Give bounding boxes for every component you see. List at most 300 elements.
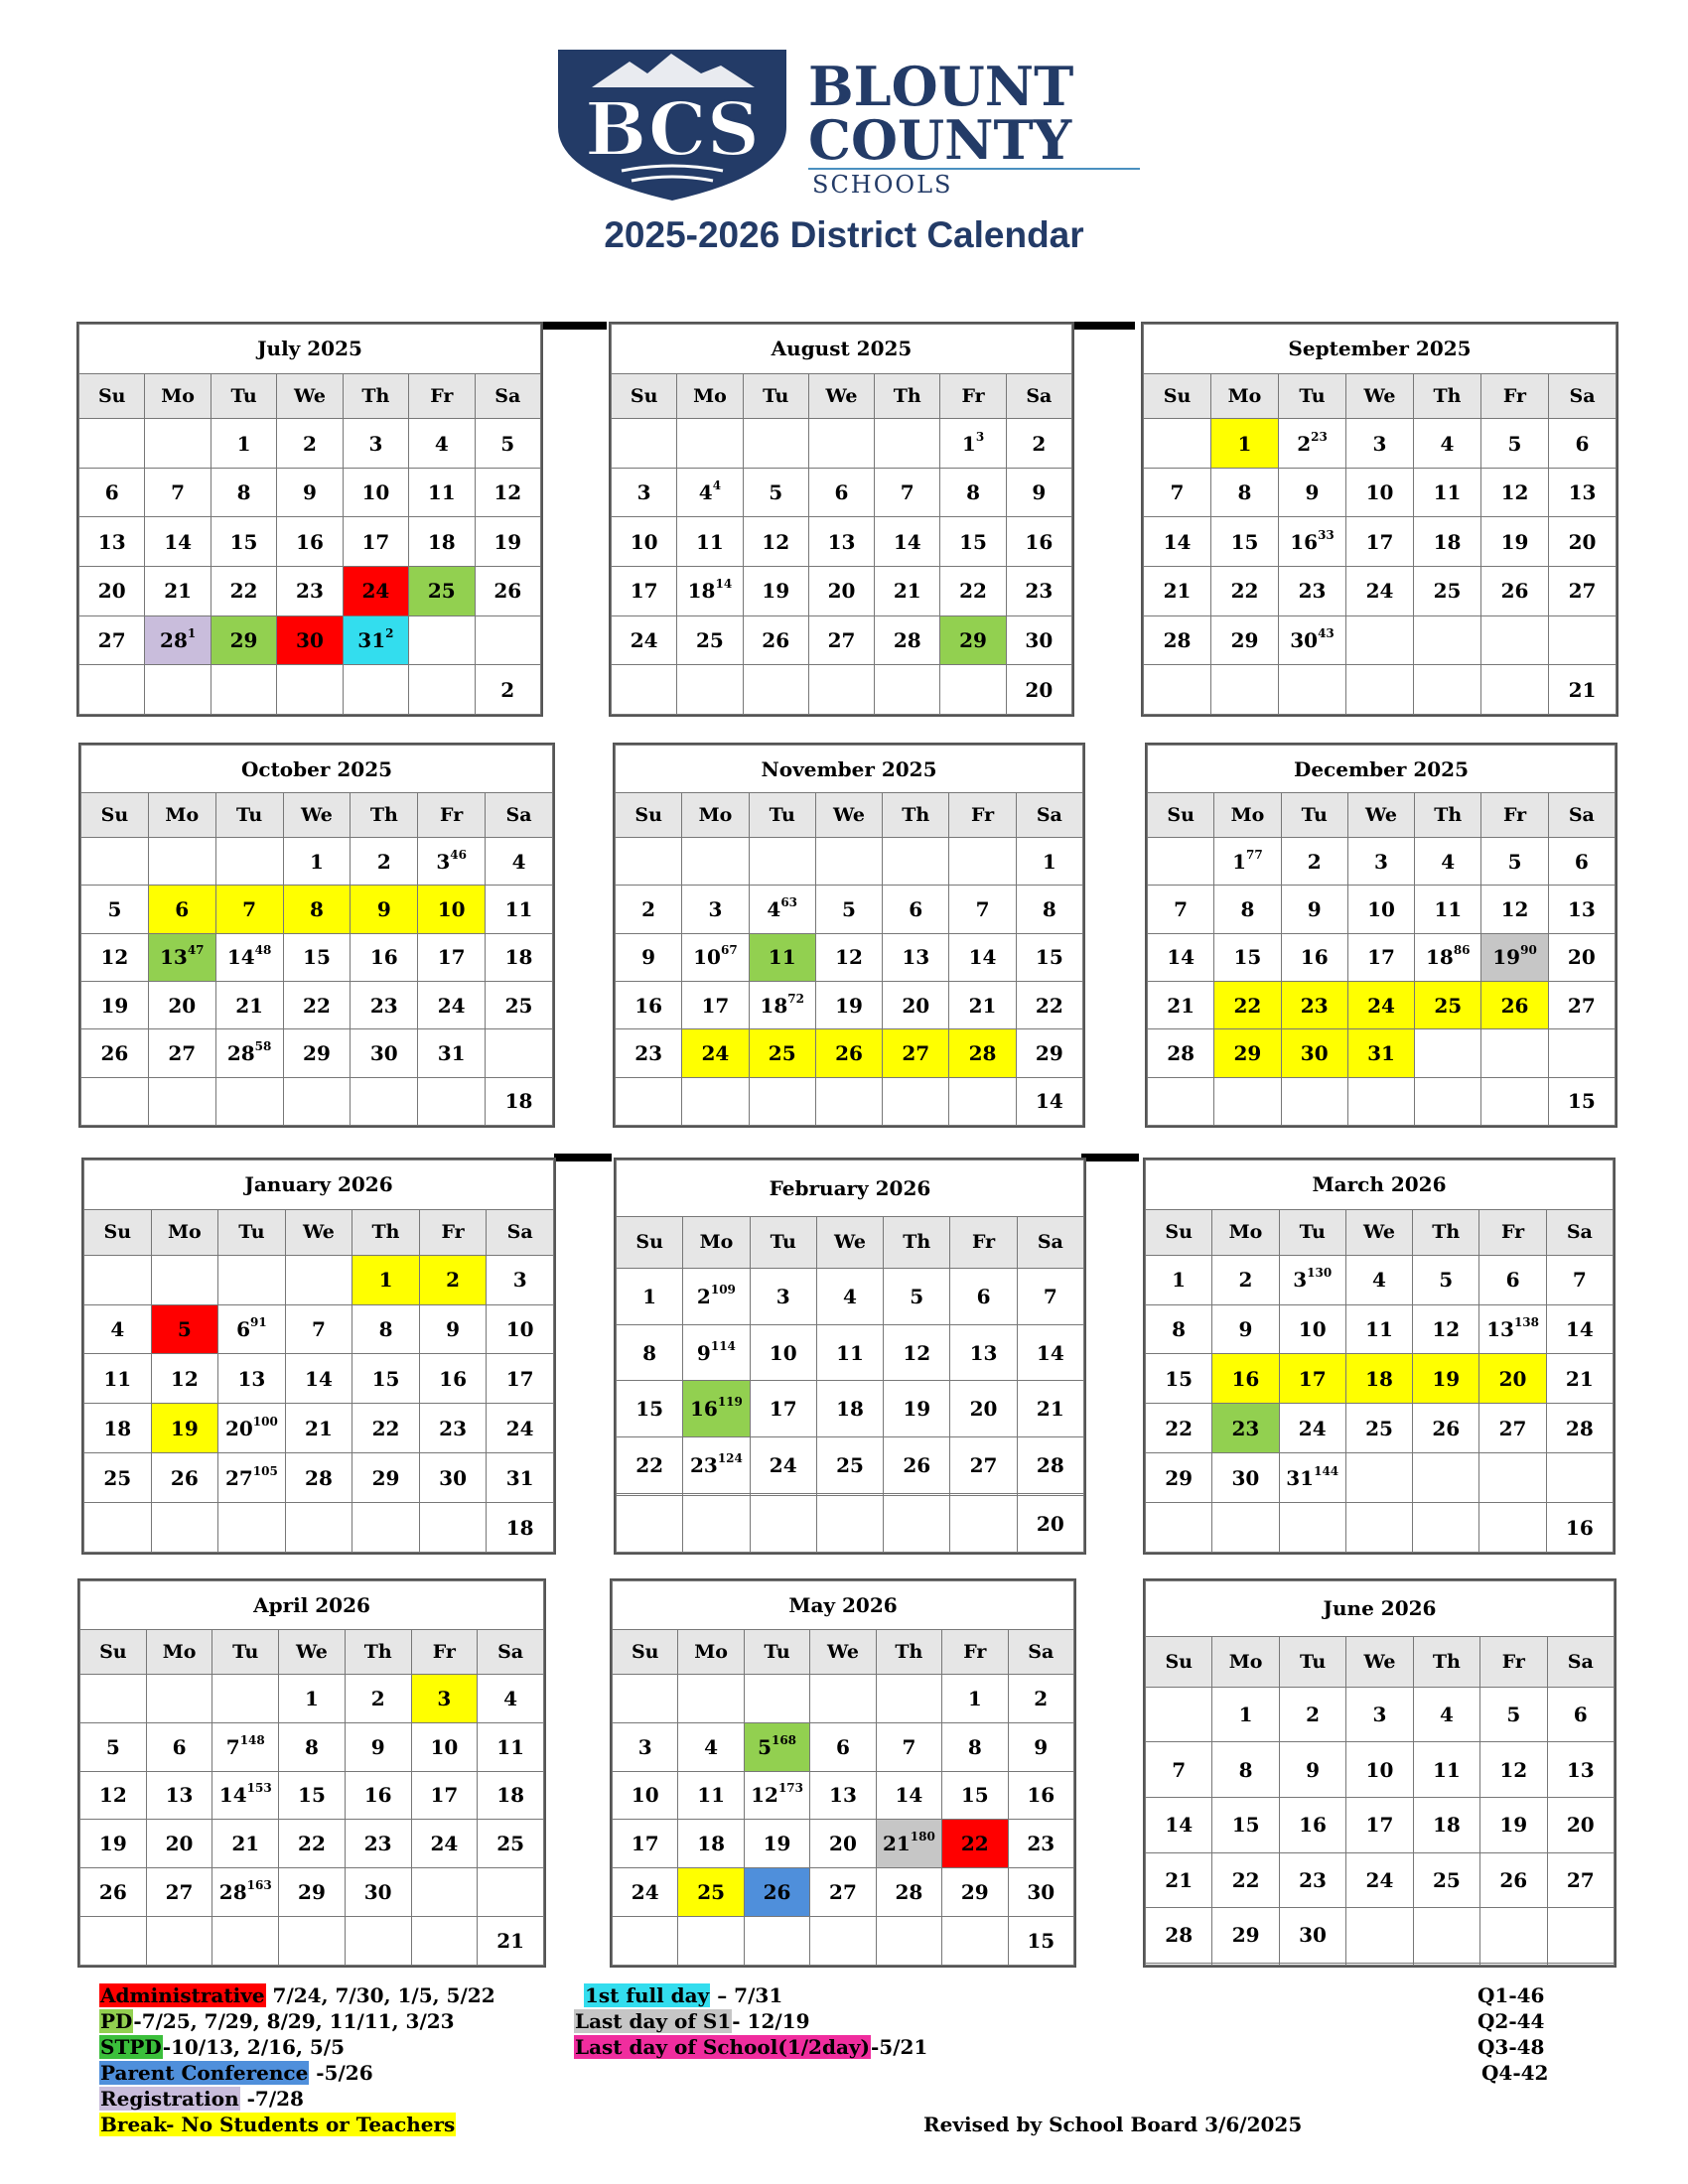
day-cell	[940, 567, 1006, 616]
empty-cell	[942, 1917, 1008, 1966]
day-number: 21	[164, 579, 193, 604]
school-day-count: 138	[1513, 1315, 1539, 1330]
day-cell	[345, 1722, 411, 1771]
empty-cell	[677, 419, 743, 469]
day-cell	[1279, 419, 1346, 469]
day-number: 17	[631, 1832, 659, 1856]
weekday-header: Th	[1414, 373, 1481, 419]
day-cell	[211, 419, 276, 469]
day-cell	[81, 933, 149, 981]
empty-cell	[351, 1077, 418, 1125]
day-cell	[1144, 517, 1211, 567]
weekday-header: Mo	[677, 373, 743, 419]
day-number: 25	[1434, 993, 1463, 1018]
day-cell	[1146, 1453, 1212, 1503]
school-day-count: 114	[710, 1338, 736, 1353]
day-number: 1	[305, 1686, 319, 1710]
day-cell	[749, 981, 815, 1028]
day-cell	[883, 981, 949, 1028]
day-number: 26	[835, 1040, 863, 1065]
empty-cell	[750, 1496, 816, 1553]
day-number: 7	[902, 1734, 916, 1759]
day-number: 6	[836, 1734, 850, 1759]
day-cell	[1146, 1852, 1212, 1908]
day-cell	[1415, 981, 1481, 1028]
day-cell	[750, 1437, 816, 1494]
day-cell	[1016, 981, 1082, 1028]
empty-cell	[1347, 1077, 1414, 1125]
day-number: 8	[1042, 896, 1056, 921]
day-cell	[211, 615, 276, 665]
day-number: 19	[100, 993, 129, 1018]
day-number: 2	[446, 1268, 461, 1293]
empty-cell	[616, 837, 682, 885]
day-number: 11	[1433, 480, 1462, 505]
day-number: 28	[218, 1880, 247, 1905]
day-number: 27	[1498, 1416, 1527, 1440]
day-number: 18	[836, 1397, 864, 1422]
weekday-header: Fr	[1481, 793, 1548, 837]
weekday-header: Fr	[1481, 373, 1549, 419]
day-number: 27	[97, 627, 126, 652]
month-calendar	[1141, 322, 1618, 717]
day-number: 26	[1432, 1416, 1461, 1440]
day-cell	[942, 1722, 1008, 1771]
weekday-header: Mo	[145, 373, 211, 419]
month-day-total: 16	[1546, 1503, 1613, 1553]
day-number: 6	[172, 1734, 187, 1759]
day-cell	[1279, 1797, 1345, 1852]
day-number: 15	[1233, 945, 1262, 970]
day-cell	[345, 1820, 411, 1868]
empty-cell	[285, 1255, 352, 1304]
weekday-header: Th	[883, 793, 949, 837]
day-cell	[1548, 933, 1615, 981]
day-number: 31	[1286, 1465, 1315, 1490]
empty-cell	[940, 665, 1006, 715]
day-number: 17	[505, 1366, 534, 1391]
day-cell	[1481, 933, 1548, 981]
day-number: 9	[370, 1734, 385, 1759]
day-number: 13	[165, 1783, 194, 1808]
day-number: 28	[305, 1465, 333, 1490]
day-cell	[808, 615, 874, 665]
empty-cell	[80, 1917, 147, 1966]
empty-cell	[279, 1917, 346, 1966]
day-number: 28	[226, 1040, 255, 1065]
day-cell	[351, 837, 418, 885]
day-number: 18	[760, 993, 788, 1018]
month-calendar	[1145, 743, 1618, 1128]
empty-cell	[883, 1077, 949, 1125]
day-number: 3	[1293, 1268, 1308, 1293]
day-number: 12	[1432, 1317, 1461, 1342]
empty-cell	[1146, 1963, 1212, 1965]
day-number: 3	[708, 896, 723, 921]
day-cell	[1549, 468, 1617, 517]
day-number: 14	[968, 945, 997, 970]
day-number: 27	[224, 1465, 253, 1490]
day-cell	[682, 933, 749, 981]
day-cell	[875, 468, 940, 517]
empty-cell	[1479, 1453, 1546, 1503]
weekday-header: Su	[1148, 793, 1214, 837]
day-cell	[478, 1820, 544, 1868]
empty-cell	[1415, 1029, 1481, 1077]
day-cell	[148, 981, 215, 1028]
month-calendar	[77, 1578, 546, 1968]
day-number: 17	[361, 529, 390, 554]
day-cell	[942, 1771, 1008, 1820]
day-cell	[617, 1437, 683, 1494]
day-number: 25	[696, 627, 724, 652]
empty-cell	[343, 665, 408, 715]
empty-cell	[743, 665, 808, 715]
day-number: 13	[1566, 1757, 1595, 1782]
weekday-header: Sa	[478, 1629, 544, 1674]
empty-cell	[79, 665, 145, 715]
day-number: 30	[1231, 1465, 1260, 1490]
empty-cell	[744, 1917, 809, 1966]
empty-cell	[145, 665, 211, 715]
day-cell	[1146, 1742, 1212, 1798]
day-cell	[411, 1722, 478, 1771]
day-cell	[1346, 1687, 1413, 1742]
day-number: 31	[437, 1040, 466, 1065]
school-day-count: 1	[187, 625, 197, 640]
day-cell	[949, 886, 1016, 933]
day-cell	[949, 981, 1016, 1028]
day-number: 21	[305, 1416, 333, 1440]
weekday-header: Tu	[1281, 793, 1347, 837]
day-cell	[1345, 1304, 1412, 1354]
day-cell	[617, 1381, 683, 1437]
day-number: 22	[1231, 1867, 1260, 1892]
day-number: 5	[500, 431, 515, 456]
day-number: 4	[503, 1686, 518, 1710]
day-cell	[942, 1674, 1008, 1722]
day-cell	[1016, 1029, 1082, 1077]
day-cell	[345, 1674, 411, 1722]
logo-line3: SCHOOLS	[812, 171, 953, 199]
empty-cell	[283, 1077, 351, 1125]
day-cell	[411, 1771, 478, 1820]
empty-cell	[81, 1077, 149, 1125]
day-cell	[343, 567, 408, 616]
day-number: 21	[235, 993, 264, 1018]
weekday-header: Su	[1144, 373, 1211, 419]
day-cell	[875, 567, 940, 616]
day-cell	[1546, 1404, 1613, 1453]
day-cell	[1279, 468, 1346, 517]
weekday-header: Mo	[146, 1629, 212, 1674]
day-number: 29	[1233, 1040, 1262, 1065]
day-number: 23	[1025, 579, 1054, 604]
day-number: 12	[493, 480, 522, 505]
day-cell	[1279, 517, 1346, 567]
day-cell	[1211, 419, 1279, 469]
empty-cell	[616, 1077, 682, 1125]
day-number: 12	[751, 1783, 778, 1808]
day-number: 27	[168, 1040, 197, 1065]
day-number: 3	[636, 480, 651, 505]
day-number: 14	[895, 1783, 923, 1808]
day-cell	[1347, 1029, 1414, 1077]
school-day-count: 130	[1307, 1266, 1333, 1281]
day-number: 28	[1036, 1453, 1064, 1478]
empty-cell	[218, 1503, 286, 1553]
empty-cell	[1413, 1453, 1479, 1503]
day-cell	[744, 1771, 809, 1820]
day-cell	[815, 933, 882, 981]
day-cell	[940, 615, 1006, 665]
day-number: 5	[1507, 431, 1522, 456]
day-cell	[1214, 933, 1281, 981]
day-cell	[682, 1029, 749, 1077]
day-number: 9	[696, 1340, 711, 1365]
day-number: 10	[361, 480, 390, 505]
weekday-header: We	[1345, 1209, 1412, 1255]
page-title: 2025-2026 District Calendar	[604, 214, 1084, 255]
day-number: 4	[843, 1284, 857, 1308]
month-title: June 2026	[1146, 1581, 1615, 1637]
month-day-total: 18	[487, 1503, 554, 1553]
day-cell	[1279, 615, 1346, 665]
day-cell	[215, 933, 283, 981]
day-number: 20	[827, 579, 856, 604]
day-cell	[345, 1868, 411, 1917]
weekday-header: Tu	[215, 793, 283, 837]
day-number: 10	[1298, 1317, 1327, 1342]
day-cell	[677, 615, 743, 665]
day-cell	[215, 886, 283, 933]
school-day-count: 144	[1314, 1463, 1339, 1478]
day-cell	[409, 517, 475, 567]
day-cell	[1279, 1404, 1345, 1453]
day-cell	[815, 886, 882, 933]
day-cell	[612, 615, 677, 665]
day-number: 6	[976, 1284, 991, 1308]
day-cell	[486, 886, 553, 933]
month-calendar	[614, 1158, 1086, 1555]
day-number: 17	[430, 1783, 459, 1808]
month-calendar	[609, 322, 1074, 717]
day-cell	[1279, 1908, 1345, 1964]
day-cell	[950, 1381, 1017, 1437]
empty-cell	[1479, 1503, 1546, 1553]
weekday-header: Fr	[940, 373, 1006, 419]
day-cell	[84, 1404, 152, 1453]
blount-county-schools-logo	[552, 44, 1148, 206]
day-cell	[1008, 1674, 1073, 1722]
day-cell	[810, 1820, 876, 1868]
day-cell	[950, 1324, 1017, 1381]
day-cell	[79, 615, 145, 665]
day-cell	[884, 1324, 950, 1381]
day-cell	[875, 615, 940, 665]
empty-cell	[1415, 1077, 1481, 1125]
day-cell	[343, 615, 408, 665]
empty-cell	[749, 837, 815, 885]
day-number: 29	[1230, 627, 1259, 652]
weekday-header: Tu	[212, 1629, 279, 1674]
day-cell	[940, 517, 1006, 567]
day-cell	[218, 1453, 286, 1503]
empty-cell	[1279, 1503, 1345, 1553]
empty-cell	[409, 665, 475, 715]
day-number: 18	[504, 945, 533, 970]
day-number: 9	[446, 1317, 461, 1342]
day-cell	[1006, 468, 1071, 517]
day-number: 26	[762, 627, 790, 652]
school-day-count: 91	[250, 1315, 267, 1330]
weekday-header: Su	[612, 373, 677, 419]
day-number: 7	[1172, 1757, 1187, 1782]
day-number: 20	[165, 1832, 194, 1856]
school-day-count: 148	[239, 1732, 265, 1747]
day-number: 30	[1027, 1880, 1055, 1905]
day-cell	[277, 567, 343, 616]
empty-cell	[1345, 1503, 1412, 1553]
empty-cell	[613, 1674, 678, 1722]
empty-cell	[808, 665, 874, 715]
day-cell	[1345, 1255, 1412, 1304]
day-number: 5	[758, 1734, 772, 1759]
day-number: 3	[1372, 1703, 1387, 1727]
day-number: 28	[893, 627, 921, 652]
day-cell	[744, 1820, 809, 1868]
day-cell	[1281, 933, 1347, 981]
day-number: 14	[1036, 1340, 1064, 1365]
day-cell	[1481, 981, 1548, 1028]
school-day-count: 180	[910, 1830, 935, 1844]
day-number: 23	[689, 1453, 718, 1478]
day-cell	[1549, 567, 1617, 616]
day-number: 14	[1163, 529, 1192, 554]
day-number: 21	[231, 1832, 260, 1856]
day-cell	[148, 1029, 215, 1077]
day-cell	[1481, 567, 1549, 616]
day-number: 12	[762, 529, 790, 554]
day-cell	[612, 468, 677, 517]
day-cell	[1481, 419, 1549, 469]
weekday-header: We	[277, 373, 343, 419]
day-cell	[816, 1437, 883, 1494]
day-number: 4	[511, 849, 526, 874]
day-number: 17	[1365, 529, 1394, 554]
weekday-header: Sa	[1006, 373, 1071, 419]
empty-cell	[1345, 1453, 1412, 1503]
day-cell	[1281, 981, 1347, 1028]
day-cell	[1480, 1742, 1547, 1798]
empty-cell	[1414, 615, 1481, 665]
day-number: 5	[842, 896, 856, 921]
empty-cell	[1413, 1963, 1479, 1965]
day-number: 11	[1365, 1317, 1393, 1342]
empty-cell	[1480, 1963, 1547, 1965]
day-number: 7	[171, 480, 186, 505]
day-number: 3	[437, 1686, 452, 1710]
day-number: 6	[834, 480, 849, 505]
day-number: 4	[698, 480, 713, 505]
day-cell	[1347, 886, 1414, 933]
empty-cell	[743, 419, 808, 469]
day-number: 25	[504, 993, 533, 1018]
empty-cell	[411, 1917, 478, 1966]
day-number: 27	[829, 1880, 857, 1905]
day-number: 8	[967, 1734, 982, 1759]
day-number: 7	[1170, 480, 1185, 505]
day-cell	[1146, 1304, 1212, 1354]
empty-cell	[744, 1674, 809, 1722]
day-cell	[211, 567, 276, 616]
day-number: 7	[1043, 1284, 1057, 1308]
empty-cell	[1481, 665, 1549, 715]
weekday-header: Mo	[1212, 1636, 1279, 1687]
weekday-header: Tu	[744, 1629, 809, 1674]
day-cell	[678, 1722, 744, 1771]
day-number: 1	[1238, 1703, 1253, 1727]
month-title: December 2025	[1148, 746, 1616, 793]
day-number: 24	[505, 1416, 534, 1440]
empty-cell	[876, 1917, 941, 1966]
day-cell	[1008, 1771, 1073, 1820]
day-cell	[678, 1820, 744, 1868]
weekday-header: Fr	[1479, 1209, 1546, 1255]
empty-cell	[79, 419, 145, 469]
day-number: 28	[160, 627, 188, 652]
empty-cell	[146, 1674, 212, 1722]
day-number: 23	[369, 993, 398, 1018]
day-cell	[215, 1029, 283, 1077]
legend-key: 1st full day	[585, 1983, 710, 2007]
day-number: 11	[1434, 896, 1463, 921]
day-number: 17	[437, 945, 466, 970]
weekday-header: Fr	[411, 1629, 478, 1674]
day-cell	[419, 1404, 487, 1453]
day-cell	[211, 468, 276, 517]
day-number: 27	[165, 1880, 194, 1905]
day-number: 28	[1163, 627, 1192, 652]
day-number: 24	[1367, 993, 1395, 1018]
day-cell	[283, 837, 351, 885]
day-cell	[743, 615, 808, 665]
day-number: 25	[697, 1880, 726, 1905]
day-cell	[1212, 1852, 1279, 1908]
day-number: 15	[1230, 529, 1259, 554]
empty-cell	[810, 1917, 876, 1966]
day-number: 19	[1492, 945, 1521, 970]
day-cell	[1346, 567, 1414, 616]
school-day-count: 4	[712, 478, 722, 493]
day-number: 15	[303, 945, 331, 970]
empty-cell	[1144, 419, 1211, 469]
day-number: 6	[1574, 849, 1589, 874]
day-cell	[744, 1868, 809, 1917]
day-cell	[1211, 615, 1279, 665]
day-number: 27	[827, 627, 856, 652]
day-number: 11	[696, 529, 724, 554]
day-cell	[1281, 886, 1347, 933]
day-number: 21	[1565, 1366, 1594, 1391]
day-cell	[1214, 1029, 1281, 1077]
weekday-header: Tu	[749, 793, 815, 837]
day-cell	[1548, 981, 1615, 1028]
empty-cell	[949, 837, 1016, 885]
month-day-total: 2	[475, 665, 540, 715]
school-day-count: 90	[1520, 943, 1537, 958]
empty-cell	[145, 419, 211, 469]
